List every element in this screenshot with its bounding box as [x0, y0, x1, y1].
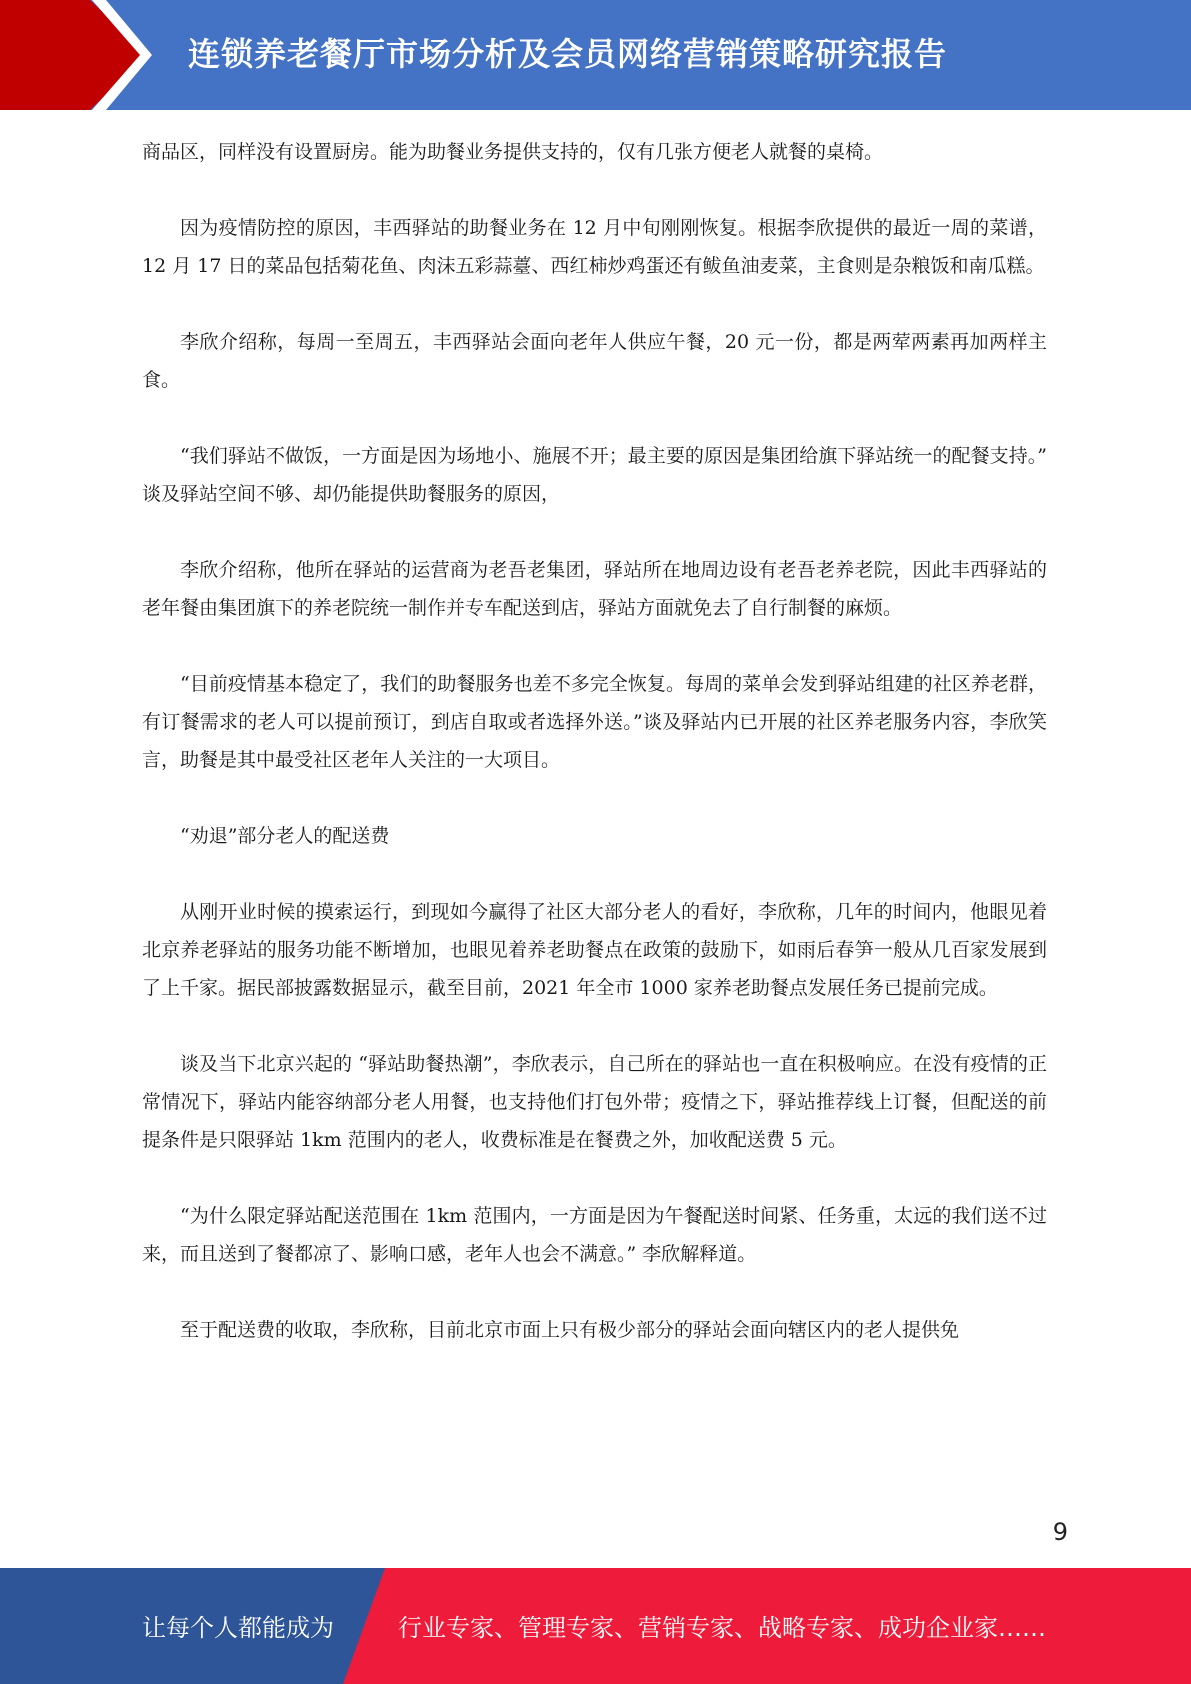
page-header	[0, 0, 1191, 110]
paragraph-4: “我们驿站不做饭，一方面是因为场地小、施展不开；最主要的原因是集团给旗下驿站统一的配餐支持。” 谈及驿站空间不够、却仍能提供助餐服务的原因，	[142, 445, 1047, 505]
paragraph-7: 从刚开业时候的摸索运行，到现如今赢得了社区大部分老人的看好，李欣称，几年的时间内，他眼见着北京养老驿站的服务功能不断增加，也眼见着养老助餐点在政策的鼓励下，如雨后春笋一般从几百家发展到了上千家。据民部披露数据显示，截至目前，2021 年全市 1000 家养老助餐点发展任务已提前完成。	[142, 901, 1047, 999]
paragraph-5: 李欣介绍称，他所在驿站的运营商为老吾老集团，驿站所在地周边设有老吾老养老院，因此丰西驿站的老年餐由集团旗下的养老院统一制作并专车配送到店，驿站方面就免去了自行制餐的麻烦。	[142, 559, 1047, 619]
paragraph-6: “目前疫情基本稳定了，我们的助餐服务也差不多完全恢复。每周的菜单会发到驿站组建的社区养老群，有订餐需求的老人可以提前预订，到店自取或者选择外送。”谈及驿站内已开展的社区养老服务内容，李欣笑言，助餐是其中最受社区老年人关注的一大项目。	[142, 673, 1047, 771]
paragraph-3: 李欣介绍称，每周一至周五，丰西驿站会面向老年人供应午餐，20 元一份，都是两荤两素再加两样主食。	[142, 331, 1047, 391]
footer-slogan-right: 行业专家、管理专家、营销专家、战略专家、成功企业家……	[398, 1614, 1046, 1642]
paragraph-1: 商品区，同样没有设置厨房。能为助餐业务提供支持的，仅有几张方便老人就餐的桌椅。	[142, 141, 884, 163]
page-footer	[0, 1568, 1191, 1684]
report-title: 连锁养老餐厅市场分析及会员网络营销策略研究报告	[188, 35, 948, 73]
article-body	[142, 133, 1047, 1387]
section-subheading: “劝退”部分老人的配送费	[180, 825, 390, 847]
footer-slogan-left: 让每个人都能成为	[142, 1614, 334, 1642]
page-number: 9	[1052, 1518, 1068, 1546]
paragraph-9: “为什么限定驿站配送范围在 1km 范围内，一方面是因为午餐配送时间紧、任务重，太远的我们送不过来，而且送到了餐都凉了、影响口感，老年人也会不满意。” 李欣解释道。	[142, 1205, 1047, 1265]
paragraph-10: 至于配送费的收取，李欣称，目前北京市面上只有极少部分的驿站会面向辖区内的老人提供免	[180, 1319, 960, 1341]
paragraph-8: 谈及当下北京兴起的 “驿站助餐热潮”，李欣表示，自己所在的驿站也一直在积极响应。在没有疫情的正常情况下，驿站内能容纳部分老人用餐，也支持他们打包外带；疫情之下，驿站推荐线上订餐，但配送的前提条件是只限驿站 1km 范围内的老人，收费标准是在餐费之外，加收配送费 5 元。	[142, 1053, 1047, 1151]
paragraph-2: 因为疫情防控的原因，丰西驿站的助餐业务在 12 月中旬刚刚恢复。根据李欣提供的最近一周的菜谱，12 月 17 日的菜品包括菊花鱼、肉沫五彩蒜薹、西红柿炒鸡蛋还有鲅鱼油麦菜，主食则是杂粮饭和南瓜糕。	[142, 217, 1047, 277]
